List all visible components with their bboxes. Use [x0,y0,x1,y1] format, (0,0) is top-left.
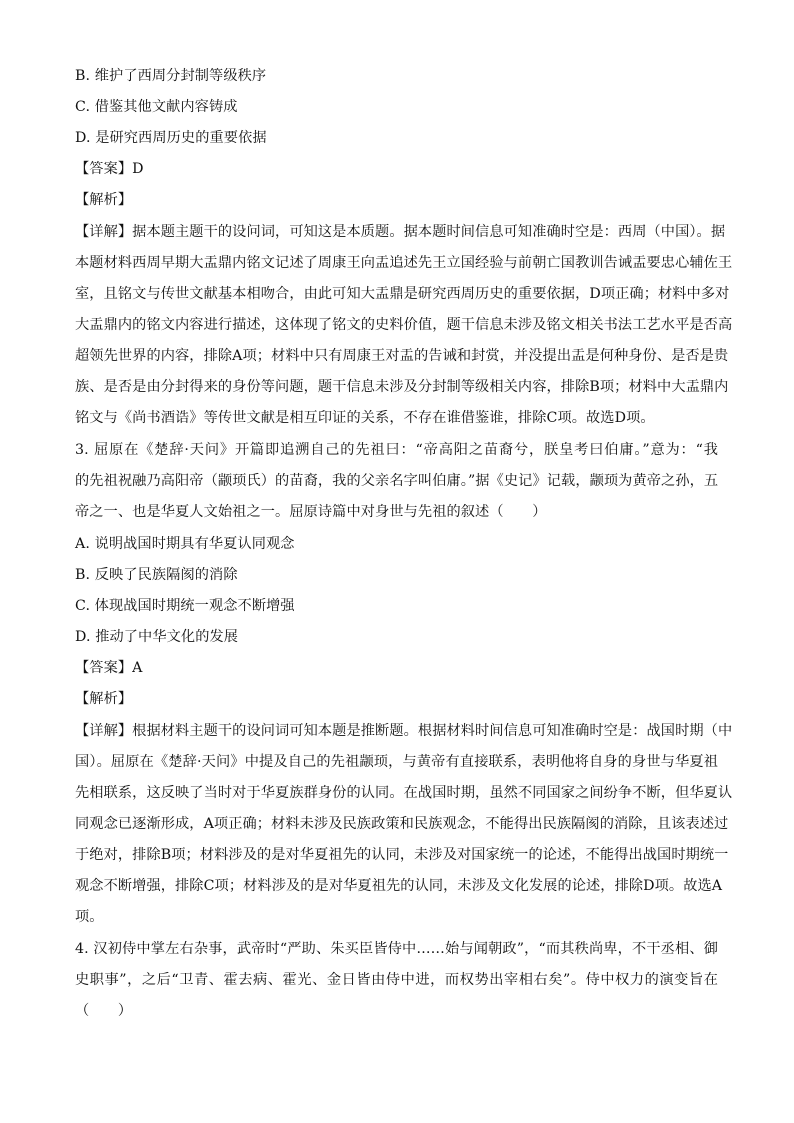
q2-explanation-line: 族、是否是由分封得来的身份等问题，题干信息未涉及分封制等级相关内容，排除B项；材料中大盂鼎内 [75,379,729,395]
q2-option-d: D. 是研究西周历史的重要依据 [75,130,267,146]
q2-explanation-line: 室，且铭文与传世文献基本相吻合，由此可知大盂鼎是研究西周历史的重要依据，D项正确；材料中多对 [75,286,730,302]
q3-explanation-line: 同观念已逐渐形成，A项正确；材料未涉及民族政策和民族观念，不能得出民族隔阂的消除，且该表述过 [75,816,729,832]
q3-option-b: B. 反映了民族隔阂的消除 [75,567,238,583]
q4-stem-line: 史职事”，之后“卫青、霍去病、霍光、金日皆由侍中进，而权势出宰相右矣”。侍中权力的演变旨在 [75,972,718,988]
q2-explanation-line: 【详解】据本题主题干的设问词，可知这是本质题。据本题时间信息可知准确时空是：西周（中国）。据 [75,224,726,240]
q3-option-d: D. 推动了中华文化的发展 [75,629,239,645]
q2-answer: 【答案】D [75,161,144,177]
q2-option-b: B. 维护了西周分封制等级秩序 [75,68,267,84]
q2-explanation-line: 本题材料西周早期大盂鼎内铭文记述了周康王向盂追述先王立国经验与前朝亡国教训告诫盂要忠心辅佐王 [75,255,733,271]
q3-explanation-line: 于绝对，排除B项；材料涉及的是对华夏祖先的认同，未涉及对国家统一的论述，不能得出战国时期统一 [75,847,729,863]
q3-option-a: A. 说明战国时期具有华夏认同观念 [75,536,295,552]
q2-analysis-title: 【解析】 [75,192,133,208]
q2-explanation-line: 铭文与《尚书酒诰》等传世文献是相互印证的关系，不存在谁借鉴谁，排除C项。故选D项。 [75,410,655,426]
q3-explanation-line: 国）。屈原在《楚辞·天问》中提及自己的先祖颛顼，与黄帝有直接联系，表明他将自身的身世与华夏祖 [75,754,718,770]
q3-analysis-title: 【解析】 [75,691,133,707]
q3-explanation-line: 观念不断增强，排除C项；材料涉及的是对华夏祖先的认同，未涉及文化发展的论述，排除D项。故选A [75,878,723,894]
q2-explanation-line: 大盂鼎内的铭文内容进行描述，这体现了铭文的史料价值，题干信息未涉及铭文相关书法工艺水平是否高 [75,317,733,333]
q3-stem-line: 3. 屈原在《楚辞·天问》开篇即追溯自己的先祖曰：“帝高阳之苗裔兮，朕皇考曰伯庸。”意为：“我 [75,442,718,458]
q3-answer: 【答案】A [75,660,143,676]
q2-option-c: C. 借鉴其他文献内容铸成 [75,99,238,115]
q2-explanation-line: 超领先世界的内容，排除A项；材料中只有周康王对盂的告诫和封赏，并没提出盂是何种身份、是否是贵 [75,348,729,364]
q3-stem-line: 帝之一、也是华夏人文始祖之一。屈原诗篇中对身世与先祖的叙述（ ） [75,504,547,520]
q3-explanation-line: 先相联系，这反映了当时对于华夏族群身份的认同。在战国时期，虽然不同国家之间纷争不断，但华夏认 [75,785,733,801]
q4-stem-line: （ ） [75,1003,133,1019]
q3-option-c: C. 体现战国时期统一观念不断增强 [75,598,295,614]
q3-stem-line: 的先祖祝融乃高阳帝（颛顼氏）的苗裔，我的父亲名字叫伯庸。”据《史记》记载，颛顼为黄帝之孙，五 [75,473,719,489]
q3-explanation-line: 【详解】根据材料主题干的设问词可知本题是推断题。根据材料时间信息可知准确时空是：战国时期（中 [75,723,733,739]
q3-explanation-line: 项。 [75,909,104,925]
q4-stem-line: 4. 汉初侍中掌左右杂事，武帝时“严助、朱买臣皆侍中……始与闻朝政”，“而其秩尚卑，不干丞相、御 [75,941,718,957]
